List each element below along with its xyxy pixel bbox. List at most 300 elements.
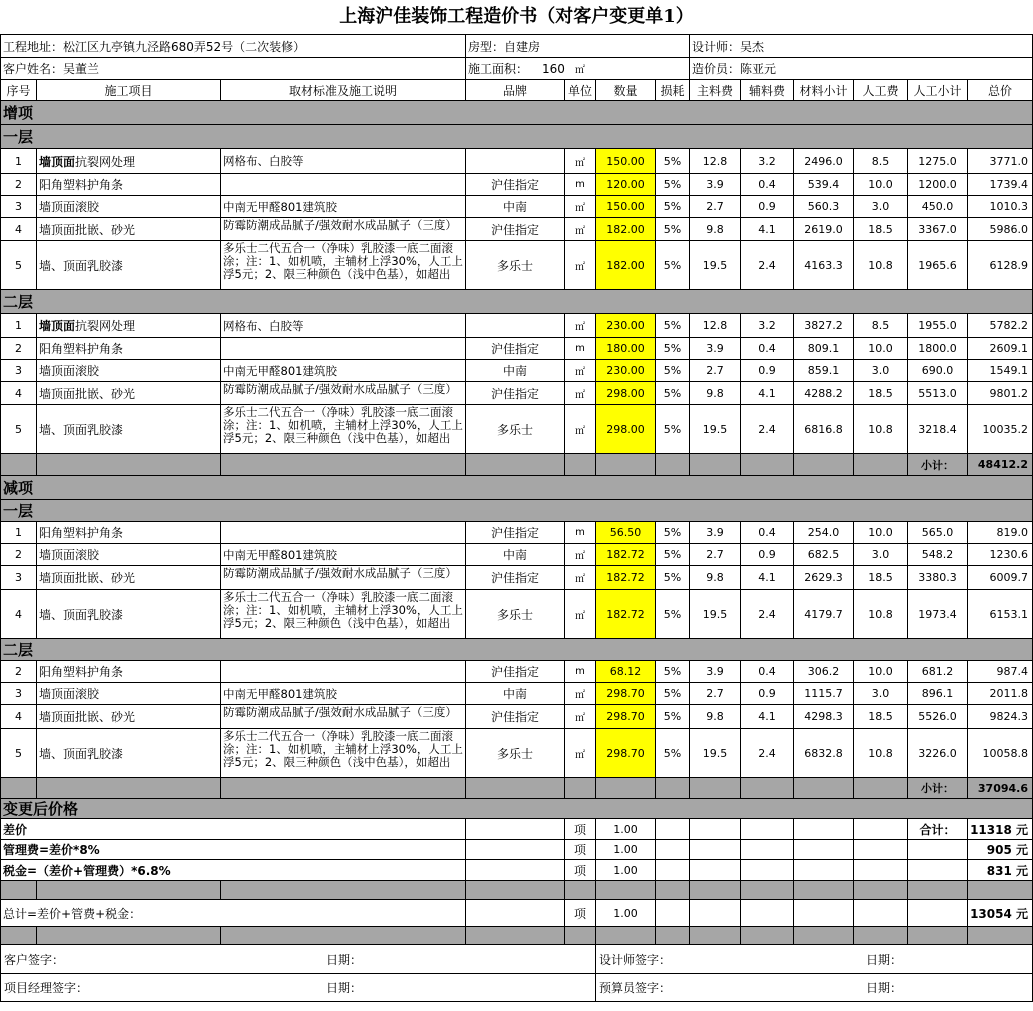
item-brand: 多乐士 (466, 405, 565, 453)
area-unit: ㎡ (574, 65, 585, 76)
item-brand: 多乐士 (466, 241, 565, 289)
summary-tax-blank-6 (656, 860, 690, 880)
item-total: 1549.1 (968, 360, 1033, 381)
summary-management-fee-blank-8 (741, 840, 794, 859)
summary-tax-label: 税金=（差价+管理费）*6.8% (0, 860, 466, 880)
item-brand: 中南 (466, 196, 565, 217)
summary-separator-2-cell-9 (794, 927, 854, 944)
section-increase-cell: 增项 (0, 101, 1033, 124)
summary-diff (0, 819, 1033, 840)
item-no: 2 (0, 661, 37, 682)
item-main-cost: 3.9 (690, 522, 741, 543)
summary-separator-2-cell-0 (0, 927, 37, 944)
item-unit: ㎡ (565, 218, 596, 240)
summary-diff-blank-6 (656, 819, 690, 839)
increase-subtotal-cell-8 (741, 454, 794, 475)
item-name-text: 阳角塑料护角条 (39, 178, 124, 192)
item-material-subtotal: 2629.3 (794, 566, 854, 589)
item-no: 4 (0, 218, 37, 240)
item-brand: 沪佳指定 (466, 382, 565, 404)
item-loss: 5% (656, 196, 690, 217)
item-no: 3 (0, 360, 37, 381)
item-description: 防霉防潮成品腻子/强效耐水成品腻子（三度） (221, 218, 466, 240)
item-description: 中南无甲醛801建筑胶 (221, 360, 466, 381)
item-main-cost: 9.8 (690, 218, 741, 240)
summary-grand-total-blank-7 (690, 900, 741, 926)
signature-row-1-right-label: 设计师签字： (599, 952, 672, 967)
summary-grand-total-label: 总计=差价+管费+税金： (0, 900, 466, 926)
item-unit: ㎡ (565, 544, 596, 565)
table-row (0, 338, 1033, 360)
item-labor-subtotal: 3367.0 (908, 218, 968, 240)
summary-management-fee-value: 905 元 (968, 840, 1033, 859)
item-material-subtotal: 6832.8 (794, 729, 854, 777)
item-labor-cost: 10.0 (854, 174, 908, 195)
item-main-cost: 3.9 (690, 174, 741, 195)
item-aux-cost: 4.1 (741, 566, 794, 589)
item-main-cost: 9.8 (690, 382, 741, 404)
table-row (0, 382, 1033, 405)
item-no: 1 (0, 149, 37, 173)
item-material-subtotal: 306.2 (794, 661, 854, 682)
item-description: 中南无甲醛801建筑胶 (221, 683, 466, 704)
signature-row-1-right-date: 日期： (866, 952, 903, 967)
section-inc-floor1 (0, 125, 1033, 149)
item-unit: ㎡ (565, 590, 596, 638)
item-loss: 5% (656, 149, 690, 173)
item-main-cost: 19.5 (690, 729, 741, 777)
item-description: 多乐士二代五合一（净味）乳胶漆一底二面滚涂；注：1、如机喷，主辅材上浮30%，人工上浮5元；2、限三种颜色（浅中色基），如超出 (221, 590, 466, 638)
item-loss: 5% (656, 661, 690, 682)
item-brand: 沪佳指定 (466, 218, 565, 240)
item-total: 1010.3 (968, 196, 1033, 217)
item-description: 多乐士二代五合一（净味）乳胶漆一底二面滚涂；注：1、如机喷，主辅材上浮30%，人工上浮5元；2、限三种颜色（浅中色基），如超出 (221, 405, 466, 453)
item-quantity: 182.00 (596, 218, 656, 240)
item-no: 3 (0, 196, 37, 217)
table-row (0, 729, 1033, 778)
summary-management-fee (0, 840, 1033, 860)
item-name-text: 阳角塑料护角条 (39, 526, 124, 540)
summary-diff-blank-10 (854, 819, 908, 839)
item-description: 网格布、白胶等 (221, 149, 466, 173)
item-labor-cost: 18.5 (854, 566, 908, 589)
item-material-subtotal: 4163.3 (794, 241, 854, 289)
project-address: 工程地址：松江区九亭镇九泾路680弄52号（二次装修） (0, 35, 466, 57)
decrease-subtotal-cell-2 (221, 778, 466, 798)
item-brand: 多乐士 (466, 590, 565, 638)
summary-separator-2-cell-4 (565, 927, 596, 944)
item-no: 5 (0, 241, 37, 289)
summary-separator-1-cell-1 (37, 881, 221, 899)
item-total: 10035.2 (968, 405, 1033, 453)
item-name (37, 196, 221, 217)
summary-separator-2-cell-12 (968, 927, 1033, 944)
decrease-subtotal-cell-7 (690, 778, 741, 798)
item-description (221, 174, 466, 195)
signature-row-2-left-label: 项目经理签字： (4, 981, 89, 995)
item-total: 819.0 (968, 522, 1033, 543)
item-unit: ㎡ (565, 705, 596, 728)
item-no: 2 (0, 338, 37, 359)
decrease-subtotal-label: 小计： (908, 778, 968, 798)
item-loss: 5% (656, 705, 690, 728)
item-brand: 沪佳指定 (466, 705, 565, 728)
item-quantity: 182.72 (596, 566, 656, 589)
increase-subtotal (0, 454, 1033, 476)
header-10: 人工费 (854, 80, 908, 100)
table-row (0, 705, 1033, 729)
item-name (37, 241, 221, 289)
summary-management-fee-qty: 1.00 (596, 840, 656, 859)
item-aux-cost: 3.2 (741, 149, 794, 173)
item-loss: 5% (656, 241, 690, 289)
item-loss: 5% (656, 590, 690, 638)
item-loss: 5% (656, 338, 690, 359)
item-main-cost: 12.8 (690, 149, 741, 173)
item-quantity: 298.00 (596, 405, 656, 453)
item-labor-subtotal: 5526.0 (908, 705, 968, 728)
item-no: 4 (0, 590, 37, 638)
section-inc-floor1-cell: 一层 (0, 125, 1033, 148)
increase-subtotal-cell-2 (221, 454, 466, 475)
item-labor-cost: 3.0 (854, 196, 908, 217)
item-main-cost: 2.7 (690, 360, 741, 381)
item-no: 4 (0, 382, 37, 404)
item-labor-cost: 10.0 (854, 338, 908, 359)
item-no: 4 (0, 705, 37, 728)
summary-separator-2-cell-2 (221, 927, 466, 944)
item-brand: 中南 (466, 360, 565, 381)
summary-diff-blank-7 (690, 819, 741, 839)
section-after-change-cell: 变更后价格 (0, 799, 1033, 818)
item-unit: ㎡ (565, 196, 596, 217)
item-material-subtotal: 2496.0 (794, 149, 854, 173)
item-brand: 沪佳指定 (466, 566, 565, 589)
item-name-text: 墙顶面滚胶 (39, 548, 100, 562)
item-labor-subtotal: 565.0 (908, 522, 968, 543)
header-3: 品牌 (466, 80, 565, 100)
summary-separator-1-cell-2 (221, 881, 466, 899)
item-labor-cost: 8.5 (854, 314, 908, 337)
increase-subtotal-cell-0 (0, 454, 37, 475)
item-quantity: 120.00 (596, 174, 656, 195)
increase-subtotal-cell-7 (690, 454, 741, 475)
item-name (37, 522, 221, 543)
summary-grand-total-blank-11 (908, 900, 968, 926)
item-total: 1739.4 (968, 174, 1033, 195)
item-brand: 中南 (466, 683, 565, 704)
summary-grand-total-blank-10 (854, 900, 908, 926)
item-unit: ㎡ (565, 149, 596, 173)
item-labor-subtotal: 3218.4 (908, 405, 968, 453)
item-material-subtotal: 4179.7 (794, 590, 854, 638)
item-labor-cost: 10.8 (854, 590, 908, 638)
item-material-subtotal: 682.5 (794, 544, 854, 565)
info-row-2 (0, 58, 1033, 80)
item-labor-cost: 3.0 (854, 360, 908, 381)
item-loss: 5% (656, 360, 690, 381)
signature-row-2-right (596, 974, 1033, 1001)
header-5: 数量 (596, 80, 656, 100)
item-no: 2 (0, 174, 37, 195)
item-loss: 5% (656, 218, 690, 240)
item-name (37, 705, 221, 728)
item-labor-cost: 10.0 (854, 661, 908, 682)
item-labor-subtotal: 1955.0 (908, 314, 968, 337)
summary-separator-1-cell-10 (854, 881, 908, 899)
item-material-subtotal: 859.1 (794, 360, 854, 381)
item-quantity: 56.50 (596, 522, 656, 543)
header-8: 辅料费 (741, 80, 794, 100)
summary-separator-1-cell-11 (908, 881, 968, 899)
signature-row-1-left-date: 日期： (326, 952, 363, 967)
table-row (0, 241, 1033, 290)
item-aux-cost: 0.9 (741, 683, 794, 704)
item-labor-subtotal: 896.1 (908, 683, 968, 704)
item-name-text: 墙、顶面乳胶漆 (39, 422, 124, 437)
item-quantity: 182.00 (596, 241, 656, 289)
item-total: 1230.6 (968, 544, 1033, 565)
item-unit: ㎡ (565, 241, 596, 289)
summary-tax-blank-8 (741, 860, 794, 880)
item-name-text: 墙顶面滚胶 (39, 200, 100, 214)
decrease-subtotal-cell-6 (656, 778, 690, 798)
item-aux-cost: 0.9 (741, 196, 794, 217)
item-no: 5 (0, 729, 37, 777)
increase-subtotal-cell-5 (596, 454, 656, 475)
item-description: 中南无甲醛801建筑胶 (221, 196, 466, 217)
table-row (0, 566, 1033, 590)
item-material-subtotal: 560.3 (794, 196, 854, 217)
item-labor-cost: 10.8 (854, 405, 908, 453)
table-row (0, 683, 1033, 705)
table-row (0, 544, 1033, 566)
summary-tax-blank-7 (690, 860, 741, 880)
table-row (0, 314, 1033, 338)
increase-subtotal-cell-4 (565, 454, 596, 475)
item-quantity: 150.00 (596, 196, 656, 217)
increase-subtotal-value: 48412.2 (968, 454, 1033, 475)
summary-separator-2-cell-6 (656, 927, 690, 944)
summary-diff-unit: 项 (565, 819, 596, 839)
decrease-subtotal-cell-3 (466, 778, 565, 798)
item-material-subtotal: 4288.2 (794, 382, 854, 404)
item-name (37, 683, 221, 704)
increase-subtotal-cell-9 (794, 454, 854, 475)
item-name-text: 墙顶面滚胶 (39, 364, 100, 378)
item-description (221, 338, 466, 359)
summary-management-fee-unit: 项 (565, 840, 596, 859)
item-description: 多乐士二代五合一（净味）乳胶漆一底二面滚涂；注：1、如机喷，主辅材上浮30%，人工上浮5元；2、限三种颜色（浅中色基），如超出 (221, 241, 466, 289)
summary-tax-unit: 项 (565, 860, 596, 880)
item-aux-cost: 0.4 (741, 174, 794, 195)
item-name (37, 590, 221, 638)
item-name (37, 405, 221, 453)
item-material-subtotal: 809.1 (794, 338, 854, 359)
summary-tax-value: 831 元 (968, 860, 1033, 880)
item-quantity: 182.72 (596, 544, 656, 565)
decrease-subtotal-cell-8 (741, 778, 794, 798)
section-dec-floor1-cell: 一层 (0, 500, 1033, 521)
summary-grand-total-blank-1 (466, 900, 565, 926)
item-unit: m (565, 174, 596, 195)
summary-separator-2-cell-1 (37, 927, 221, 944)
table-row (0, 405, 1033, 454)
summary-management-fee-label: 管理费=差价*8% (0, 840, 466, 859)
item-labor-cost: 18.5 (854, 382, 908, 404)
item-quantity: 182.72 (596, 590, 656, 638)
item-main-cost: 2.7 (690, 544, 741, 565)
item-brand: 沪佳指定 (466, 338, 565, 359)
item-total: 6128.9 (968, 241, 1033, 289)
area-label: 施工面积： (468, 62, 529, 76)
item-description: 防霉防潮成品腻子/强效耐水成品腻子（三度） (221, 382, 466, 404)
item-name-text: 阳角塑料护角条 (39, 342, 124, 356)
table-row (0, 522, 1033, 544)
summary-separator-1-cell-12 (968, 881, 1033, 899)
header-12: 总价 (968, 80, 1033, 100)
increase-subtotal-cell-3 (466, 454, 565, 475)
summary-separator-2-cell-5 (596, 927, 656, 944)
info-row-1 (0, 34, 1033, 58)
item-name (37, 314, 221, 337)
item-name-text: 墙顶面批嵌、砂光 (39, 571, 136, 585)
summary-diff-qty: 1.00 (596, 819, 656, 839)
item-name (37, 566, 221, 589)
item-material-subtotal: 254.0 (794, 522, 854, 543)
section-decrease-cell: 减项 (0, 476, 1033, 499)
item-main-cost: 3.9 (690, 661, 741, 682)
item-description: 网格布、白胶等 (221, 314, 466, 337)
item-main-cost: 19.5 (690, 590, 741, 638)
item-name (37, 382, 221, 404)
header-4: 单位 (565, 80, 596, 100)
item-material-subtotal: 3827.2 (794, 314, 854, 337)
summary-diff-blank-1 (466, 819, 565, 839)
summary-grand-total-blank-9 (794, 900, 854, 926)
summary-separator-1-cell-4 (565, 881, 596, 899)
item-unit: ㎡ (565, 566, 596, 589)
section-dec-floor2-cell: 二层 (0, 639, 1033, 660)
summary-separator-1-cell-6 (656, 881, 690, 899)
item-unit: ㎡ (565, 314, 596, 337)
summary-separator-1-cell-0 (0, 881, 37, 899)
item-aux-cost: 0.4 (741, 661, 794, 682)
decrease-subtotal-cell-5 (596, 778, 656, 798)
item-main-cost: 19.5 (690, 405, 741, 453)
decrease-subtotal-cell-0 (0, 778, 37, 798)
section-decrease (0, 476, 1033, 500)
summary-tax-blank-1 (466, 860, 565, 880)
decrease-subtotal-cell-1 (37, 778, 221, 798)
item-quantity: 230.00 (596, 360, 656, 381)
item-total: 987.4 (968, 661, 1033, 682)
item-aux-cost: 2.4 (741, 241, 794, 289)
item-description (221, 661, 466, 682)
item-aux-cost: 2.4 (741, 590, 794, 638)
item-material-subtotal: 4298.3 (794, 705, 854, 728)
item-name-bold: 墙顶面 (39, 319, 76, 333)
item-labor-cost: 18.5 (854, 218, 908, 240)
summary-management-fee-blank-11 (908, 840, 968, 859)
summary-management-fee-blank-6 (656, 840, 690, 859)
increase-subtotal-cell-1 (37, 454, 221, 475)
item-quantity: 298.00 (596, 382, 656, 404)
item-name-text: 抗裂网处理 (75, 319, 136, 333)
item-material-subtotal: 2619.0 (794, 218, 854, 240)
item-no: 5 (0, 405, 37, 453)
summary-management-fee-blank-1 (466, 840, 565, 859)
item-quantity: 150.00 (596, 149, 656, 173)
item-main-cost: 12.8 (690, 314, 741, 337)
summary-tax-blank-9 (794, 860, 854, 880)
signature-row-2-left-date: 日期： (326, 981, 363, 995)
item-description: 多乐士二代五合一（净味）乳胶漆一底二面滚涂；注：1、如机喷，主辅材上浮30%，人工上浮5元；2、限三种颜色（浅中色基），如超出 (221, 729, 466, 777)
section-dec-floor1 (0, 500, 1033, 522)
decrease-subtotal-value: 37094.6 (968, 778, 1033, 798)
signature-row-1 (0, 945, 1033, 974)
summary-diff-blank-8 (741, 819, 794, 839)
item-labor-subtotal: 1200.0 (908, 174, 968, 195)
item-name (37, 360, 221, 381)
summary-diff-label: 差价 (0, 819, 466, 839)
item-quantity: 298.70 (596, 705, 656, 728)
item-loss: 5% (656, 174, 690, 195)
summary-separator-2-cell-3 (466, 927, 565, 944)
item-loss: 5% (656, 683, 690, 704)
summary-separator-1-cell-8 (741, 881, 794, 899)
summary-grand-total-value: 13054 元 (968, 900, 1033, 926)
item-quantity: 298.70 (596, 729, 656, 777)
item-name (37, 218, 221, 240)
item-brand (466, 314, 565, 337)
summary-separator-2-cell-7 (690, 927, 741, 944)
summary-separator-2-cell-8 (741, 927, 794, 944)
table-row (0, 360, 1033, 382)
item-aux-cost: 4.1 (741, 218, 794, 240)
item-brand: 沪佳指定 (466, 174, 565, 195)
signature-row-2-right-date: 日期： (866, 981, 903, 995)
header-2: 取材标准及施工说明 (221, 80, 466, 100)
header-7: 主料费 (690, 80, 741, 100)
house-type: 房型：自建房 (466, 35, 690, 57)
item-no: 3 (0, 566, 37, 589)
designer-name: 设计师：吴杰 (690, 35, 1033, 57)
summary-grand-total-blank-8 (741, 900, 794, 926)
item-brand: 中南 (466, 544, 565, 565)
item-no: 2 (0, 544, 37, 565)
signature-row-1-right (596, 945, 1033, 973)
item-material-subtotal: 1115.7 (794, 683, 854, 704)
item-loss: 5% (656, 566, 690, 589)
summary-separator-1 (0, 881, 1033, 900)
item-aux-cost: 4.1 (741, 382, 794, 404)
section-after-change (0, 799, 1033, 819)
item-loss: 5% (656, 522, 690, 543)
item-name (37, 149, 221, 173)
header-9: 材料小计 (794, 80, 854, 100)
item-name (37, 729, 221, 777)
summary-management-fee-blank-10 (854, 840, 908, 859)
item-loss: 5% (656, 314, 690, 337)
item-name-text: 墙、顶面乳胶漆 (39, 607, 124, 622)
item-total: 9824.3 (968, 705, 1033, 728)
page-title: 上海沪佳装饰工程造价书（对客户变更单1） (339, 6, 694, 27)
item-main-cost: 9.8 (690, 705, 741, 728)
summary-grand-total (0, 900, 1033, 927)
summary-tax-blank-10 (854, 860, 908, 880)
summary-separator-1-cell-5 (596, 881, 656, 899)
